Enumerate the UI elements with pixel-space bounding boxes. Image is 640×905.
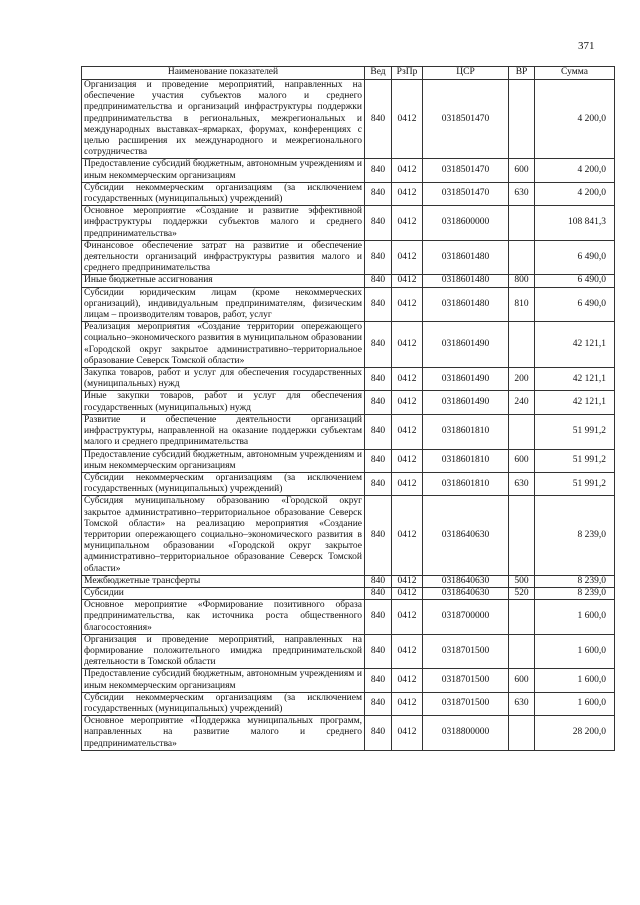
row-vr: 600 <box>509 449 535 472</box>
row-vr: 600 <box>509 669 535 692</box>
row-sum: 1 600,0 <box>535 634 615 669</box>
row-sum: 8 239,0 <box>535 587 615 599</box>
row-ved: 840 <box>365 80 392 159</box>
row-vr <box>509 322 535 368</box>
table-row <box>82 716 615 751</box>
row-sum: 1 600,0 <box>535 600 615 635</box>
table-row <box>82 80 615 159</box>
row-ved: 840 <box>365 496 392 575</box>
row-vr: 600 <box>509 159 535 182</box>
row-rzpr: 0412 <box>392 692 423 715</box>
row-ved: 840 <box>365 669 392 692</box>
table-header-row <box>82 67 615 80</box>
row-csr: 0318601810 <box>423 472 509 495</box>
row-ved: 840 <box>365 449 392 472</box>
row-csr: 0318601480 <box>423 287 509 322</box>
row-csr: 0318601490 <box>423 368 509 391</box>
row-rzpr: 0412 <box>392 496 423 575</box>
row-csr: 0318701500 <box>423 692 509 715</box>
row-name: Предоставление субсидий бюджетным, автономным учреждениям и иным некоммерческим организациям <box>82 669 365 692</box>
row-ved: 840 <box>365 368 392 391</box>
row-sum: 1 600,0 <box>535 692 615 715</box>
row-rzpr: 0412 <box>392 575 423 587</box>
table-row <box>82 669 615 692</box>
row-ved: 840 <box>365 206 392 241</box>
row-vr <box>509 600 535 635</box>
row-name: Предоставление субсидий бюджетным, автономным учреждениям и иным некоммерческим организациям <box>82 159 365 182</box>
row-sum: 42 121,1 <box>535 391 615 414</box>
row-ved: 840 <box>365 575 392 587</box>
row-rzpr: 0412 <box>392 587 423 599</box>
row-name: Межбюджетные трансферты <box>82 575 365 587</box>
table-row <box>82 240 615 275</box>
row-ved: 840 <box>365 634 392 669</box>
row-rzpr: 0412 <box>392 275 423 287</box>
table-row <box>82 287 615 322</box>
row-rzpr: 0412 <box>392 287 423 322</box>
row-sum: 51 991,2 <box>535 449 615 472</box>
row-csr: 0318501470 <box>423 80 509 159</box>
row-csr: 0318501470 <box>423 182 509 205</box>
row-csr: 0318640630 <box>423 587 509 599</box>
row-csr: 0318700000 <box>423 600 509 635</box>
row-ved: 840 <box>365 472 392 495</box>
row-sum: 8 239,0 <box>535 496 615 575</box>
row-csr: 0318601480 <box>423 275 509 287</box>
row-vr: 800 <box>509 275 535 287</box>
row-name: Развитие и обеспечение деятельности организаций инфраструктуры, направленной на оказание поддержки субъектам малого и среднего предпринимательства <box>82 414 365 449</box>
row-vr <box>509 206 535 241</box>
row-rzpr: 0412 <box>392 472 423 495</box>
row-vr: 630 <box>509 472 535 495</box>
row-csr: 0318600000 <box>423 206 509 241</box>
row-csr: 0318640630 <box>423 575 509 587</box>
row-csr: 0318601810 <box>423 449 509 472</box>
row-name: Предоставление субсидий бюджетным, автономным учреждениям и иным некоммерческим организациям <box>82 449 365 472</box>
row-vr <box>509 634 535 669</box>
row-name: Основное мероприятие «Поддержка муниципальных программ, направленных на развитие малого и среднего предпринимательства» <box>82 716 365 751</box>
row-rzpr: 0412 <box>392 634 423 669</box>
table-row <box>82 414 615 449</box>
row-csr: 0318640630 <box>423 496 509 575</box>
row-ved: 840 <box>365 692 392 715</box>
row-name: Субсидии <box>82 587 365 599</box>
table-row <box>82 496 615 575</box>
row-name: Субсидии некоммерческим организациям (за исключением государственных (муниципальных) учреждений) <box>82 472 365 495</box>
table-row <box>82 159 615 182</box>
row-name: Реализация мероприятия «Создание территории опережающего социально–экономического развития в муниципальном образовании «Городской округ закрытое административно–территориальное образование Северск Томской области» <box>82 322 365 368</box>
table-row <box>82 692 615 715</box>
row-vr <box>509 414 535 449</box>
row-sum: 108 841,3 <box>535 206 615 241</box>
table-row <box>82 322 615 368</box>
row-vr <box>509 80 535 159</box>
row-csr: 0318800000 <box>423 716 509 751</box>
table-row <box>82 587 615 599</box>
row-name: Субсидии юридическим лицам (кроме некоммерческих организаций), индивидуальным предпринимателям, физическим лицам – производителям товаров, работ, услуг <box>82 287 365 322</box>
row-vr <box>509 716 535 751</box>
row-sum: 42 121,1 <box>535 368 615 391</box>
page-number: 371 <box>578 40 595 52</box>
row-ved: 840 <box>365 600 392 635</box>
table-row <box>82 575 615 587</box>
table-row <box>82 600 615 635</box>
row-rzpr: 0412 <box>392 368 423 391</box>
row-sum: 6 490,0 <box>535 275 615 287</box>
row-sum: 51 991,2 <box>535 472 615 495</box>
row-rzpr: 0412 <box>392 322 423 368</box>
row-name: Организация и проведение мероприятий, направленных на обеспечение участия субъектов малого и среднего предпринимательства и организаций инфраструктуры поддержки предпринимательства в региональных, межрегиональных и международных выставках–ярмарках, форумах, конференциях с целью расширения их международного и межрегионального сотрудничества <box>82 80 365 159</box>
row-ved: 840 <box>365 287 392 322</box>
row-vr: 200 <box>509 368 535 391</box>
row-csr: 0318601810 <box>423 414 509 449</box>
row-name: Субсидии некоммерческим организациям (за исключением государственных (муниципальных) учреждений) <box>82 692 365 715</box>
table-row <box>82 206 615 241</box>
row-sum: 4 200,0 <box>535 159 615 182</box>
row-vr: 500 <box>509 575 535 587</box>
row-csr: 0318701500 <box>423 669 509 692</box>
row-csr: 0318601480 <box>423 240 509 275</box>
row-rzpr: 0412 <box>392 159 423 182</box>
row-rzpr: 0412 <box>392 391 423 414</box>
row-name: Финансовое обеспечение затрат на развитие и обеспечение деятельности организаций инфраструктуры развития малого и среднего предпринимательства <box>82 240 365 275</box>
row-sum: 6 490,0 <box>535 287 615 322</box>
row-vr <box>509 240 535 275</box>
row-rzpr: 0412 <box>392 600 423 635</box>
row-ved: 840 <box>365 275 392 287</box>
row-csr: 0318701500 <box>423 634 509 669</box>
table-row <box>82 182 615 205</box>
header-vr: ВР <box>509 67 535 80</box>
row-ved: 840 <box>365 716 392 751</box>
row-name: Субсидия муниципальному образованию «Городской округ закрытое административно–территориальное образование Северск Томской области» на реализацию мероприятия «Создание территории опережающего социально–экономического развития в муниципальном образовании «Городской округ закрытое административно–территориальное образование Северск Томской области» <box>82 496 365 575</box>
table-row <box>82 391 615 414</box>
row-name: Иные закупки товаров, работ и услуг для обеспечения государственных (муниципальных) нужд <box>82 391 365 414</box>
row-sum: 51 991,2 <box>535 414 615 449</box>
row-rzpr: 0412 <box>392 182 423 205</box>
row-sum: 28 200,0 <box>535 716 615 751</box>
row-sum: 1 600,0 <box>535 669 615 692</box>
header-csr: ЦСР <box>423 67 509 80</box>
table-row <box>82 634 615 669</box>
table-row <box>82 472 615 495</box>
row-csr: 0318501470 <box>423 159 509 182</box>
row-csr: 0318601490 <box>423 322 509 368</box>
row-ved: 840 <box>365 240 392 275</box>
row-ved: 840 <box>365 414 392 449</box>
header-ved: Вед <box>365 67 392 80</box>
row-vr: 520 <box>509 587 535 599</box>
row-rzpr: 0412 <box>392 716 423 751</box>
row-rzpr: 0412 <box>392 449 423 472</box>
row-vr <box>509 496 535 575</box>
row-sum: 6 490,0 <box>535 240 615 275</box>
header-name: Наименование показателей <box>82 67 365 80</box>
row-name: Основное мероприятие «Создание и развитие эффективной инфраструктуры поддержки субъектов малого и среднего предпринимательства» <box>82 206 365 241</box>
row-vr: 240 <box>509 391 535 414</box>
row-ved: 840 <box>365 391 392 414</box>
row-vr: 630 <box>509 182 535 205</box>
row-name: Организация и проведение мероприятий, направленных на формирование положительного имиджа предпринимательской деятельности в Томской области <box>82 634 365 669</box>
budget-table <box>81 66 615 751</box>
row-rzpr: 0412 <box>392 80 423 159</box>
row-ved: 840 <box>365 182 392 205</box>
row-vr: 630 <box>509 692 535 715</box>
row-name: Закупка товаров, работ и услуг для обеспечения государственных (муниципальных) нужд <box>82 368 365 391</box>
table-row <box>82 368 615 391</box>
row-sum: 42 121,1 <box>535 322 615 368</box>
row-vr: 810 <box>509 287 535 322</box>
header-sum: Сумма <box>535 67 615 80</box>
row-name: Основное мероприятие «Формирование позитивного образа предпринимательства, как источника роста общественного благосостояния» <box>82 600 365 635</box>
table-row <box>82 449 615 472</box>
row-ved: 840 <box>365 322 392 368</box>
row-sum: 4 200,0 <box>535 182 615 205</box>
row-rzpr: 0412 <box>392 669 423 692</box>
row-rzpr: 0412 <box>392 414 423 449</box>
row-name: Субсидии некоммерческим организациям (за исключением государственных (муниципальных) учреждений) <box>82 182 365 205</box>
table-row <box>82 275 615 287</box>
row-ved: 840 <box>365 587 392 599</box>
row-sum: 8 239,0 <box>535 575 615 587</box>
row-sum: 4 200,0 <box>535 80 615 159</box>
row-rzpr: 0412 <box>392 206 423 241</box>
row-ved: 840 <box>365 159 392 182</box>
row-name: Иные бюджетные ассигнования <box>82 275 365 287</box>
row-rzpr: 0412 <box>392 240 423 275</box>
header-rzpr: РзПр <box>392 67 423 80</box>
row-csr: 0318601490 <box>423 391 509 414</box>
